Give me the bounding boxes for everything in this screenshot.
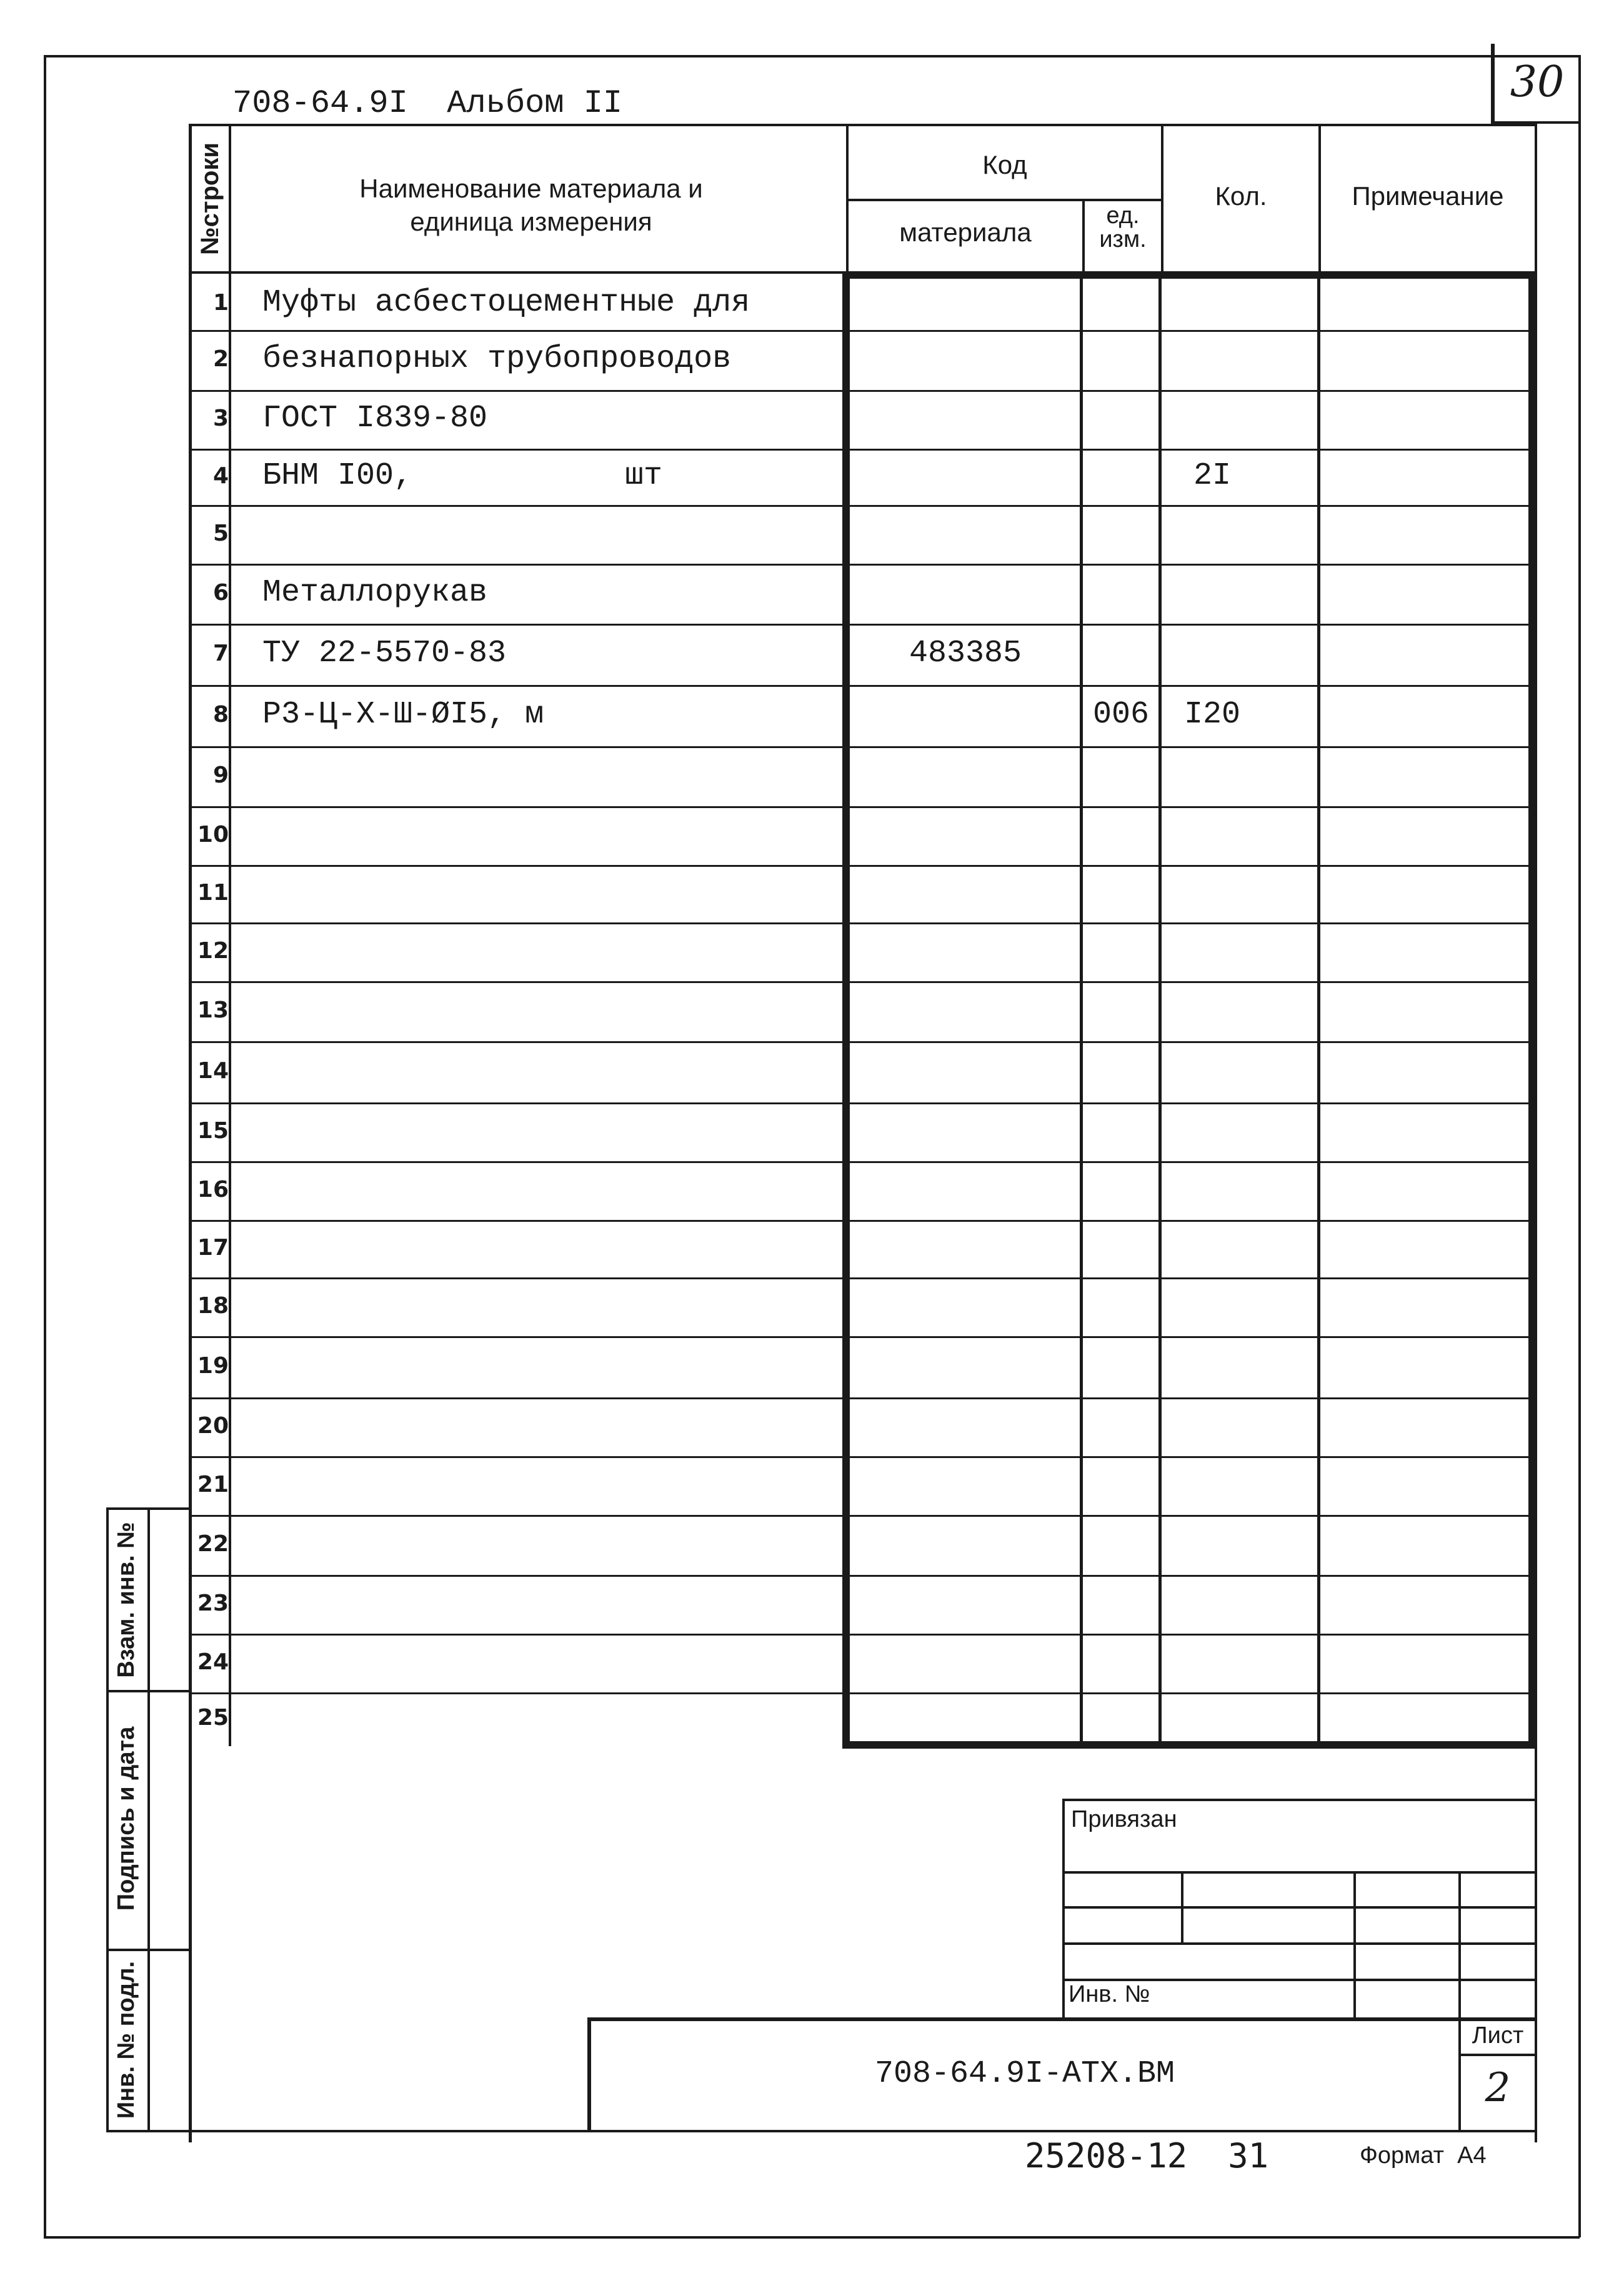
row-number: 6 — [212, 580, 229, 606]
body-thick-right — [1528, 271, 1537, 1749]
row-name: ТУ 22-5570-83 — [262, 636, 507, 671]
row-divider — [189, 685, 1532, 687]
body-col-line-note — [1317, 271, 1320, 1746]
stamp-vline-1 — [1181, 1871, 1183, 1944]
doc-code: 708-64.9I-АТХ.ВМ — [874, 2056, 1175, 2092]
footer-format: Формат А4 — [1360, 2142, 1487, 2169]
stamp-privyazan-top — [1062, 1799, 1537, 1801]
header-qty: Кол. — [1215, 181, 1267, 211]
side-label-podpis: Подпись и дата — [113, 1726, 139, 1911]
header-row-number: №строки — [196, 142, 224, 255]
row-number: 20 — [197, 1413, 229, 1439]
row-divider — [189, 1277, 1532, 1279]
row-number: 7 — [212, 641, 229, 666]
row-number: 16 — [197, 1177, 229, 1202]
header-code: Код — [982, 150, 1027, 179]
side-label-inv: Инв. № подл. — [113, 1961, 139, 2119]
header-note: Примечание — [1352, 181, 1504, 211]
doc-box-top — [587, 2017, 1537, 2021]
body-thick-top — [842, 271, 1537, 279]
row-divider — [189, 390, 1532, 392]
list-label: Лист — [1472, 2022, 1524, 2049]
row-divider — [189, 1515, 1532, 1517]
stamp-inv-no: Инв. № — [1069, 1981, 1150, 2007]
row-number: 19 — [197, 1353, 229, 1379]
row-number: 21 — [197, 1472, 229, 1497]
body-col-line-qty — [1158, 271, 1162, 1746]
row-number: 15 — [197, 1118, 229, 1144]
row-number: 3 — [212, 406, 229, 431]
header-code-unit: ед. изм. — [1099, 202, 1147, 252]
stamp-vline-2 — [1353, 1871, 1356, 2020]
header-title: 708-64.9I Альбом II — [232, 85, 623, 122]
header-name: Наименование материала и единица измерения — [359, 174, 703, 236]
header-code-subline — [846, 199, 1162, 201]
row-divider — [189, 1692, 1532, 1694]
row-number: 17 — [197, 1235, 229, 1261]
row-name: Муфты асбестоцементные для — [262, 285, 750, 321]
footer-number: 25208-12 31 — [1025, 2136, 1269, 2176]
row-number: 8 — [212, 702, 229, 727]
row-divider — [189, 505, 1532, 507]
row-divider — [189, 624, 1532, 626]
outer-frame-left — [44, 55, 46, 2237]
header-code-material: материала — [899, 217, 1032, 247]
row-name: ГОСТ I839-80 — [262, 401, 488, 436]
row-unit-code: 006 — [1092, 697, 1149, 732]
row-divider — [189, 746, 1532, 748]
list-value: 2 — [1485, 2065, 1511, 2111]
row-number: 24 — [197, 1649, 229, 1675]
row-code: 483385 — [909, 636, 1022, 671]
row-divider — [189, 806, 1532, 808]
outer-frame-top — [44, 55, 1580, 57]
row-name: БНМ I00, — [262, 458, 413, 494]
row-number: 1 — [212, 290, 229, 316]
outer-frame-bottom — [44, 2236, 1580, 2239]
page-number: 30 — [1510, 57, 1565, 107]
stamp-privyazan-left — [1062, 1799, 1065, 2020]
row-divider — [189, 1456, 1532, 1458]
row-divider — [189, 922, 1532, 924]
body-col-line-unit — [1080, 271, 1083, 1746]
stamp-privyazan: Привязан — [1071, 1806, 1177, 1832]
row-divider — [189, 981, 1532, 983]
row-name: Металлорукав — [262, 575, 488, 611]
row-qty: I20 — [1183, 697, 1240, 732]
row-divider — [189, 865, 1532, 867]
outer-frame-right — [1578, 55, 1581, 2237]
row-divider — [189, 1397, 1532, 1399]
body-thick-left — [842, 271, 850, 1749]
row-number: 11 — [197, 880, 229, 906]
row-number: 25 — [197, 1705, 229, 1731]
row-divider — [189, 1102, 1532, 1104]
row-name: Р3-Ц-Х-Ш-ØI5, м — [262, 697, 544, 732]
row-number: 2 — [212, 346, 229, 372]
table-left-line — [189, 124, 192, 2142]
stamp-bottom-line — [106, 2130, 1537, 2132]
row-divider — [189, 1634, 1532, 1636]
row-divider — [189, 1041, 1532, 1043]
stamp-line-1 — [1062, 1871, 1537, 1874]
table-top-line — [189, 124, 1537, 126]
row-divider — [189, 1161, 1532, 1163]
list-label-line — [1458, 2054, 1537, 2056]
row-divider — [189, 564, 1532, 566]
row-number: 5 — [212, 521, 229, 546]
side-label-vzam: Взам. инв. № — [113, 1522, 139, 1678]
page-number-box-left — [1491, 44, 1495, 125]
row-qty: 2I — [1193, 458, 1231, 494]
row-number: 22 — [197, 1531, 229, 1557]
row-number: 18 — [197, 1293, 229, 1319]
side-col-left — [106, 1507, 109, 2132]
row-number: 14 — [197, 1058, 229, 1084]
row-number: 9 — [212, 762, 229, 788]
row-number: 4 — [212, 463, 229, 489]
row-divider — [189, 1336, 1532, 1338]
row-divider — [189, 330, 1532, 332]
side-col-mid — [147, 1507, 150, 2132]
stamp-line-3 — [1062, 1942, 1537, 1945]
row-number: 10 — [197, 822, 229, 847]
row-number: 23 — [197, 1591, 229, 1616]
stamp-line-2 — [1062, 1906, 1537, 1909]
row-divider — [189, 449, 1532, 451]
row-divider — [189, 1575, 1532, 1577]
row-unit: шт — [625, 458, 663, 494]
row-name: безнапорных трубопроводов — [262, 341, 732, 377]
rownum-col-line — [229, 124, 231, 1746]
body-thick-bottom — [842, 1741, 1537, 1749]
row-number: 12 — [197, 938, 229, 964]
row-number: 13 — [197, 997, 229, 1023]
row-divider — [189, 1220, 1532, 1222]
